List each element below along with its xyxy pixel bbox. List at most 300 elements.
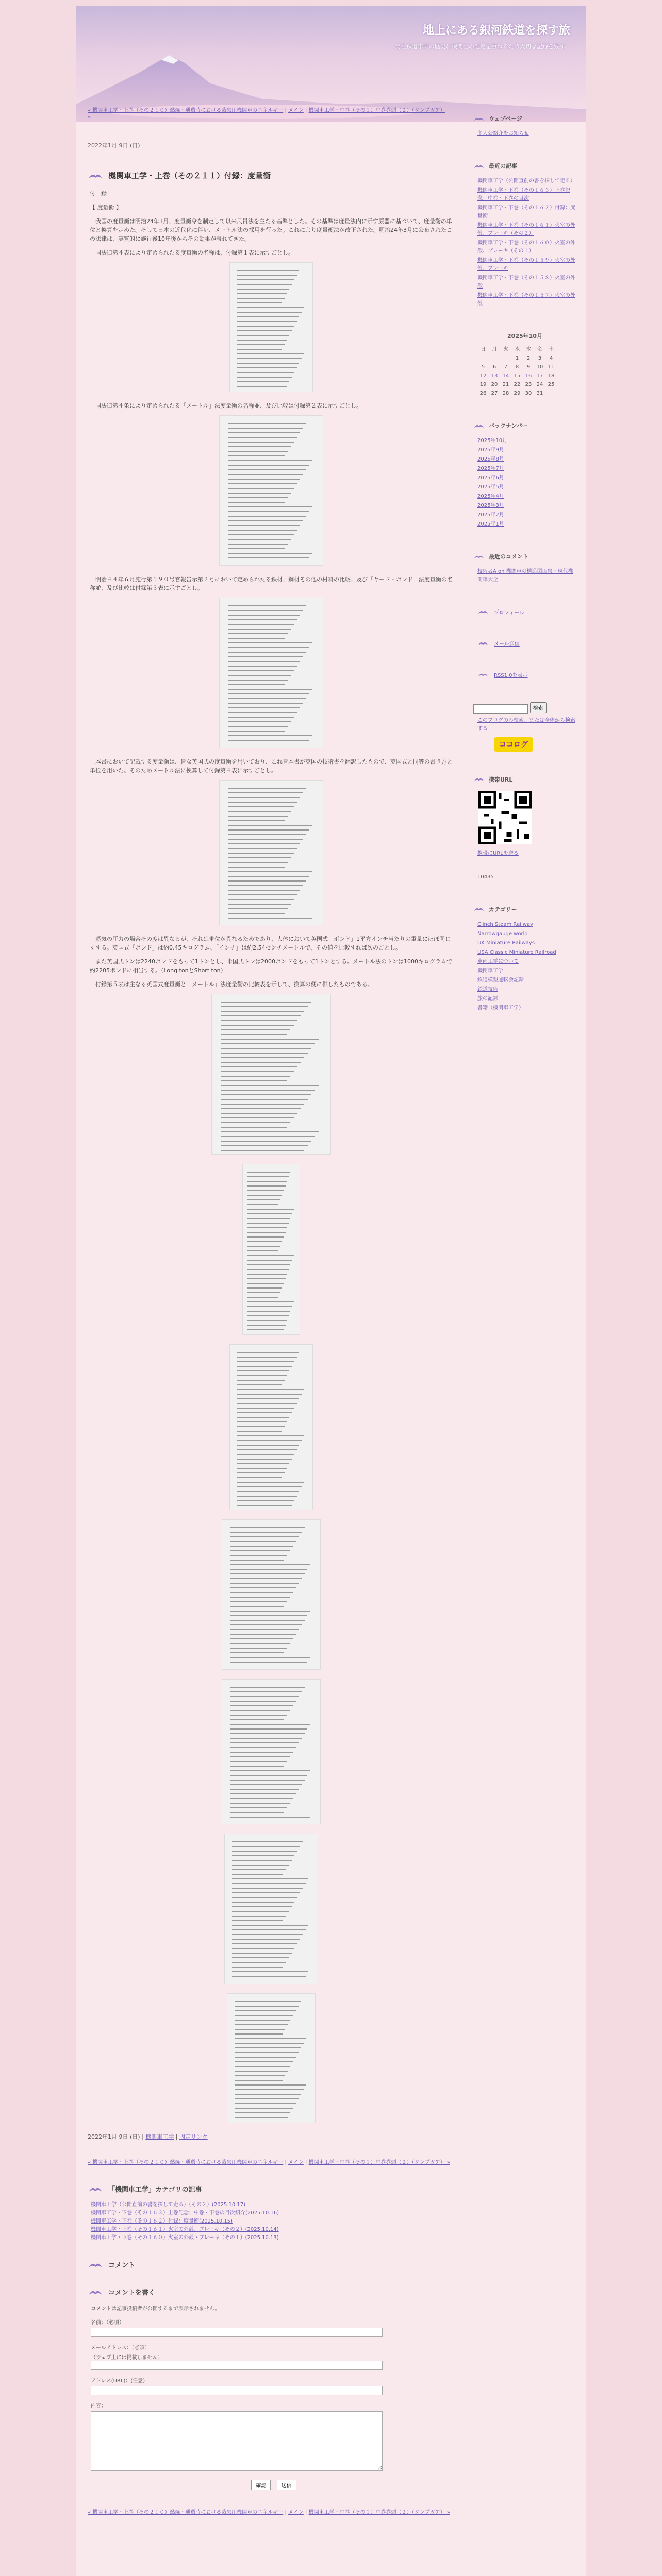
- scan-line: [228, 647, 309, 648]
- webpage-widget: [473, 114, 576, 138]
- scan-line: [221, 1043, 315, 1044]
- scan-line: [228, 511, 309, 512]
- scan-line: [230, 1592, 293, 1593]
- calendar-day-link[interactable]: 14: [502, 373, 509, 379]
- scan-line: [235, 2089, 304, 2090]
- permalink[interactable]: 固定リンク: [179, 2133, 208, 2140]
- scan-line: [232, 1874, 283, 1875]
- scan-line: [230, 1766, 284, 1767]
- scan-line: [221, 1131, 319, 1132]
- calendar-day-link[interactable]: 16: [525, 373, 532, 379]
- widget-header: [473, 552, 576, 561]
- scan-line: [232, 1902, 294, 1903]
- archive-item[interactable]: 2025年6月: [477, 475, 504, 481]
- calendar-title: 2025年10月: [507, 333, 542, 340]
- scan-line: [221, 1057, 304, 1058]
- scan-line: [232, 1916, 286, 1917]
- preview-button[interactable]: 確認: [251, 2480, 271, 2490]
- profile-link-row: [473, 608, 576, 616]
- scan-line: [232, 1860, 291, 1861]
- scan-line: [221, 1080, 287, 1081]
- scan-line: [230, 1564, 310, 1565]
- prev-entry-link[interactable]: « 機関車工学・上巻（その２１０）燃焼・通過時における蒸気圧機関車のエネルギー: [88, 108, 284, 113]
- scan-line: [235, 2001, 301, 2002]
- qr-code: [478, 791, 532, 844]
- calendar-day: 10: [536, 364, 543, 370]
- scan-line: [228, 918, 312, 919]
- scan-line: [228, 520, 303, 521]
- scan-line: [237, 1352, 300, 1353]
- scan-line: [237, 1505, 292, 1506]
- bird-icon: [473, 115, 485, 122]
- scan-line: [230, 1643, 290, 1644]
- category-item[interactable]: 鉄道技術: [477, 986, 498, 992]
- scan-line: [230, 1587, 295, 1588]
- calendar-day-link[interactable]: 12: [479, 373, 487, 379]
- home-link[interactable]: メイン: [288, 2160, 304, 2165]
- scan-line: [230, 1546, 293, 1547]
- form-buttons: [91, 2480, 457, 2490]
- scan-line: [230, 1638, 293, 1639]
- body-paragraph: 同法律第４条により定められたる「メートル」法度量衡の名称並、及び比較は付録第２表に示すごとし。: [90, 402, 362, 409]
- recent-item[interactable]: 機関車工学・下巻（その１５８）火室の外殻: [477, 275, 575, 289]
- weekday: 火: [503, 347, 508, 352]
- search-input[interactable]: [473, 704, 528, 714]
- category-item[interactable]: UK Miniature Railways: [477, 940, 535, 946]
- scan-line: [228, 652, 306, 653]
- scan-line: [228, 525, 300, 526]
- scan-line: [230, 1611, 310, 1612]
- scan-line: [237, 307, 304, 308]
- recent-item[interactable]: 機関車工学・下巻（その１６３）上巻記念：中巻・下巻の目次: [477, 188, 570, 201]
- scan-line: [235, 2029, 286, 2030]
- scan-line: [230, 1634, 295, 1635]
- scan-line: [228, 544, 288, 545]
- scan-line: [237, 349, 282, 350]
- scan-line: [247, 1185, 286, 1187]
- body-paragraph: 我国の度量衡は明治24年3月、度量衡令を制定して以来尺貫法を主たる基準とした。その基準は度量法内に示す原器に基づいて、度量衡の単位と換算を定めた。そして日本の近代化に伴い、メートル法の採用を行った。これにより度量衡法が改正された。明治24年3月に公布されたこの法律は、実質的に施行後10年後からその効果が表れてきた。: [90, 218, 452, 242]
- widget-title: 携帯URL: [489, 776, 513, 783]
- scan-line: [221, 1117, 293, 1118]
- scan-line: [237, 1380, 285, 1381]
- scan-line: [232, 1851, 297, 1852]
- scan-line: [230, 1761, 287, 1762]
- scan-line: [228, 642, 312, 643]
- table-scan-image[interactable]: [219, 780, 323, 925]
- table-scan-image[interactable]: [229, 1344, 313, 1510]
- calendar-day: 30: [525, 391, 532, 396]
- scan-line: [237, 1412, 292, 1413]
- scan-line: [237, 1486, 302, 1487]
- scan-line: [237, 326, 294, 327]
- scan-line: [232, 1929, 305, 1930]
- scan-line: [237, 1417, 289, 1418]
- scan-line: [228, 479, 300, 480]
- archive-item[interactable]: 2025年8月: [477, 456, 504, 462]
- bird-icon: [473, 163, 485, 170]
- scan-line: [237, 1394, 302, 1395]
- archive-item[interactable]: 2025年3月: [477, 503, 504, 509]
- scan-line: [237, 344, 285, 345]
- scan-line: [228, 638, 285, 639]
- scan-line: [237, 1435, 304, 1436]
- recent-item[interactable]: 機関車工学・下巻（その１５９）火室の外殻、ブレーキ: [477, 258, 575, 272]
- scan-line: [235, 2080, 283, 2081]
- scan-line: [247, 1199, 280, 1200]
- entry-title[interactable]: 機関車工学・上巻（その２１１）付録：度量衡: [108, 171, 271, 180]
- scan-line: [221, 1039, 319, 1040]
- scan-line: [247, 1306, 292, 1307]
- scan-line: [232, 1911, 289, 1912]
- next-entry-link[interactable]: 機関車工学・中巻（その１）中巻巻頭（２）（ダンプガア） »: [308, 2510, 450, 2515]
- scan-line: [228, 629, 291, 630]
- scan-line: [247, 1269, 289, 1270]
- related-item[interactable]: 機関車工学・下巻（その１６１）火室の外殻、ブレーキ（その２）(2025.10.14): [91, 2227, 279, 2232]
- scan-line: [230, 1701, 295, 1702]
- table-scan-image[interactable]: [229, 262, 313, 392]
- related-item[interactable]: 機関車工学・下巻（その１６２）付録：度量衡(2025.10.15): [91, 2218, 233, 2224]
- scan-line: [230, 1803, 290, 1804]
- category-item[interactable]: Clinch Steam Railway: [477, 921, 533, 927]
- prev-entry-link[interactable]: « 機関車工学・上巻（その２１０）燃焼・通過時における蒸気圧機関車のエネルギー: [88, 2160, 284, 2165]
- scan-line: [230, 1798, 293, 1799]
- scan-line: [228, 811, 291, 812]
- scan-line: [237, 1384, 282, 1385]
- access-counter: 10435: [477, 874, 494, 880]
- scan-line: [230, 1615, 307, 1616]
- weekday: 月: [492, 347, 497, 352]
- scan-line: [237, 1459, 292, 1460]
- search-button[interactable]: 検索: [530, 702, 547, 713]
- scan-line: [235, 2052, 299, 2053]
- scan-line: [228, 880, 306, 882]
- scan-line: [247, 1241, 282, 1242]
- recent-comment-item[interactable]: 技術者A on 機関車の構造図面集・現代機関車大全: [477, 569, 573, 583]
- scan-line: [228, 455, 285, 456]
- table-scan-image[interactable]: [227, 1993, 316, 2123]
- archive-item[interactable]: 2025年10月: [477, 438, 508, 444]
- archive-item[interactable]: 2025年4月: [477, 494, 504, 499]
- scan-line: [247, 1320, 287, 1321]
- table-scan-image[interactable]: [219, 415, 323, 566]
- related-item[interactable]: 機関車工学（公開直前の書を探して走る）（その２）(2025.10.17): [91, 2202, 246, 2208]
- prev-entry-link[interactable]: « 機関車工学・上巻（その２１０）燃焼・通過時における蒸気圧機関車のエネルギー: [88, 2510, 284, 2515]
- home-link[interactable]: メイン: [288, 108, 304, 113]
- scan-line: [228, 797, 300, 798]
- email-label: メールアドレス：（必須）: [91, 2345, 150, 2351]
- category-item[interactable]: 車両工学について: [477, 958, 519, 964]
- widget-header: [473, 905, 576, 913]
- scan-line: [230, 1550, 290, 1551]
- scan-line: [237, 321, 297, 322]
- table-scan-image[interactable]: [211, 994, 331, 1155]
- calendar-day: 5: [481, 364, 485, 370]
- scan-line: [228, 834, 306, 835]
- scan-line: [237, 1398, 300, 1399]
- comment-textarea[interactable]: [91, 2411, 383, 2471]
- scan-line: [230, 1705, 293, 1706]
- category-item[interactable]: 書籍（機関車工学）: [477, 1005, 524, 1011]
- sidebar: [473, 114, 576, 1036]
- related-heading: 「機関車工学」カテゴリの記事: [108, 2186, 202, 2194]
- scan-line: [230, 1657, 310, 1658]
- table-scan-image[interactable]: [224, 1834, 318, 1984]
- scan-line: [230, 1652, 284, 1653]
- scan-line: [221, 1104, 304, 1105]
- calendar-day-link[interactable]: 15: [514, 373, 521, 379]
- scan-line: [235, 2020, 291, 2021]
- scan-line: [247, 1278, 286, 1279]
- bird-icon: [88, 2184, 103, 2194]
- scan-line: [237, 279, 294, 280]
- scan-line: [228, 493, 291, 494]
- scan-line: [237, 1496, 297, 1497]
- recent-item[interactable]: 機関車工学・下巻（その１６２）付録：度量衡: [477, 205, 575, 219]
- rss-link[interactable]: RSS1.0を表示: [494, 673, 528, 679]
- scan-line: [228, 843, 300, 844]
- archive-item[interactable]: 2025年1月: [477, 521, 504, 527]
- calendar-day: 29: [514, 391, 521, 396]
- scan-line: [228, 474, 303, 475]
- footer-category-link[interactable]: 機関車工学: [145, 2133, 174, 2140]
- scan-line: [228, 802, 297, 803]
- category-item[interactable]: Narrowgauge world: [477, 930, 528, 937]
- scan-line: [235, 2075, 286, 2076]
- scan-line: [228, 703, 303, 704]
- archive-item[interactable]: 2025年2月: [477, 512, 504, 518]
- scan-line: [237, 340, 287, 341]
- bird-icon: [88, 2260, 103, 2269]
- scan-line: [230, 1624, 302, 1625]
- widget-header: [473, 114, 576, 123]
- submit-button[interactable]: 送信: [277, 2480, 296, 2490]
- email-field[interactable]: [91, 2361, 383, 2370]
- scan-line: [237, 1454, 294, 1455]
- cocolog-logo[interactable]: ココログ: [494, 737, 533, 752]
- scan-line: [237, 1370, 289, 1371]
- scan-line: [228, 825, 312, 826]
- site-header: [76, 6, 586, 122]
- scan-line: [235, 2024, 288, 2025]
- scan-line: [230, 1560, 284, 1561]
- comment-form-heading-row: [88, 2287, 457, 2297]
- scan-line: [237, 316, 300, 317]
- mobile-widget: [473, 775, 576, 882]
- body-paragraph: 明治４４年６月施行第１９０号官報告示第２号において定められたる鉄材、鋼材その他の材料の比較、及び「ヤード・ポンド」法度量衡の名称並、及び比較は付録第３表に示すごとし。: [90, 576, 453, 591]
- scan-line: [228, 712, 297, 713]
- scan-line: [237, 1361, 294, 1362]
- scan-line: [235, 2071, 288, 2072]
- scan-line: [230, 1691, 302, 1692]
- scan-line: [247, 1246, 280, 1247]
- calendar-day: 25: [548, 382, 555, 387]
- scan-line: [237, 372, 294, 373]
- scan-line: [232, 1865, 289, 1866]
- url-field[interactable]: [91, 2386, 383, 2395]
- scan-line: [237, 1445, 300, 1446]
- calendar-table: [477, 343, 557, 398]
- scan-line: [237, 363, 300, 364]
- scan-line: [247, 1195, 282, 1196]
- scan-line: [237, 1389, 304, 1390]
- scan-line: [247, 1181, 287, 1182]
- breadcrumb: « 機関車工学・上巻（その２１０）燃焼・通過時における蒸気圧機関車のエネルギー | メイン | 機関車工学・中巻（その１）中巻巻頭（２）（ダンプガア） »: [88, 108, 445, 121]
- recent-item[interactable]: 機関車工学・下巻（その１６１）火室の外殻、ブレーキ（その２）: [477, 223, 575, 236]
- bird-icon: [477, 671, 489, 678]
- table-scan-image[interactable]: [219, 598, 323, 748]
- calendar-day-link[interactable]: 13: [491, 373, 498, 379]
- table-scan-image[interactable]: [242, 1164, 300, 1335]
- scan-line: [237, 1500, 294, 1501]
- calendar-day: 6: [492, 364, 496, 370]
- scan-line: [228, 680, 288, 681]
- scan-line: [232, 1906, 291, 1907]
- scan-line: [230, 1527, 304, 1528]
- scan-line: [237, 1463, 289, 1464]
- table-scan-image[interactable]: [222, 1519, 321, 1670]
- scan-line: [228, 619, 297, 620]
- scan-line: [232, 1841, 303, 1842]
- footer-date: 2022年1月 9日 (日): [88, 2133, 140, 2140]
- scan-line: [228, 731, 285, 732]
- scan-line: [228, 534, 294, 535]
- bird-icon: [88, 2287, 103, 2297]
- scan-line: [237, 1426, 285, 1427]
- scan-line: [228, 428, 303, 429]
- next-entry-link[interactable]: 機関車工学・中巻（その１）中巻巻頭（２）（ダンプガア） »: [308, 2160, 450, 2165]
- calendar-day: 28: [502, 391, 509, 396]
- scan-line: [228, 451, 288, 452]
- scan-line: [237, 270, 300, 271]
- recent-item[interactable]: 機関車工学・下巻（その１６０）火室の外殻、ブレーキ（その１）: [477, 240, 575, 254]
- scan-line: [237, 1375, 287, 1376]
- entry-date: 2022年1月 9日 (日): [88, 142, 140, 149]
- site-description: 実在鉄道車両の歴史に機関士の記憶を重ねるため大切な記録を残す。: [394, 43, 570, 50]
- scan-line: [228, 539, 291, 540]
- scan-line: [247, 1260, 292, 1261]
- scan-line: [221, 1150, 304, 1151]
- calendar-day: 19: [479, 382, 487, 387]
- scan-line: [247, 1292, 280, 1293]
- scan-line: [237, 312, 302, 313]
- archive-item[interactable]: 2025年7月: [477, 466, 504, 471]
- category-item[interactable]: 機関車工学: [477, 968, 503, 974]
- scan-line: [247, 1301, 294, 1302]
- scan-line: [221, 1062, 301, 1063]
- scan-line: [230, 1789, 299, 1790]
- calendar-day-link[interactable]: 17: [536, 373, 543, 379]
- scan-line: [247, 1232, 286, 1233]
- category-item[interactable]: 鉄道模型運転会記録: [477, 977, 524, 983]
- scan-line: [235, 2066, 291, 2067]
- scan-line: [228, 506, 312, 507]
- bird-icon: [473, 422, 485, 429]
- scan-line: [228, 557, 309, 558]
- scan-line: [221, 1090, 315, 1091]
- weekday: 日: [481, 347, 486, 352]
- scan-line: [247, 1223, 289, 1224]
- comment-form: [86, 2304, 457, 2490]
- table-scan-image[interactable]: [222, 1679, 321, 1824]
- category-item[interactable]: USA Classic Miniature Railroad: [477, 949, 556, 955]
- scan-line: [237, 330, 292, 331]
- scan-line: [237, 1477, 282, 1478]
- scan-line: [221, 1025, 293, 1026]
- home-link[interactable]: メイン: [288, 2510, 304, 2515]
- scan-line: [230, 1601, 287, 1602]
- related-item[interactable]: 機関車工学・下巻（その１６０）火室の外殻・ブレーキ（その１）(2025.10.13): [91, 2235, 279, 2241]
- recent-item[interactable]: 機関車工学（公開直前の書を探して走る）: [477, 178, 575, 184]
- scan-line: [228, 862, 288, 863]
- scan-line: [228, 633, 288, 634]
- page-frame: [76, 6, 586, 2576]
- scan-line: [247, 1190, 284, 1191]
- recent-item[interactable]: 機関車工学・下巻（その１５７）火室の外殻: [477, 293, 575, 307]
- scan-line: [228, 460, 312, 461]
- scan-line: [228, 876, 309, 877]
- scan-line: [228, 661, 300, 662]
- category-item[interactable]: 旅の記録: [477, 995, 498, 1002]
- comment-widget: [473, 552, 576, 584]
- scan-line: [230, 1648, 287, 1649]
- archive-item[interactable]: 2025年5月: [477, 484, 504, 490]
- name-field[interactable]: [91, 2328, 383, 2337]
- body-paragraph: 蒸気の圧力の場合その度は異なるが、それは単位が異なるためであり、大体において英国式「ポンド」1平方インチ当たりの重量にほぼ同じくする。英国式「ポンド」は約0.45キログラム、「インチ」は約2.54センチメートルで、その値を比較すれば次のごとし。: [90, 936, 451, 951]
- mobile-link[interactable]: 携帯にURLを送る: [477, 850, 519, 856]
- category-widget: [473, 905, 576, 1012]
- site-title[interactable]: 地上にある銀河鉄道を探す旅: [422, 24, 570, 37]
- body-paragraph: 付録第５表は主なる英国式度量衡と「メートル」法度量衡の比較表を示して、換算の便に供したものである。: [90, 981, 373, 988]
- webpage-link[interactable]: 主人公紹介をお知らせ: [477, 131, 529, 137]
- weekday: 金: [537, 347, 542, 352]
- body-paragraph: 【 度量衡 】: [90, 204, 122, 211]
- mail-link[interactable]: メール送信: [494, 641, 520, 647]
- scan-line: [228, 853, 294, 854]
- scan-line: [232, 1971, 308, 1972]
- scan-line: [237, 275, 297, 276]
- scan-line: [228, 707, 300, 708]
- search-note[interactable]: このブログのみ検索、または全体から検索する: [477, 717, 575, 732]
- scan-line: [247, 1297, 279, 1298]
- scan-line: [230, 1555, 287, 1556]
- scan-line: [232, 1888, 303, 1889]
- related-item[interactable]: 機関車工学・下巻（その１６３）上巻記念：中巻・下巻の目次紹介(2025.10.16): [91, 2210, 279, 2216]
- scan-line: [230, 1738, 302, 1739]
- scan-line: [237, 1403, 297, 1404]
- scan-line: [221, 1029, 290, 1030]
- bird-icon: [473, 906, 485, 912]
- scan-line: [232, 1962, 286, 1963]
- next-entry-link[interactable]: 機関車工学・中巻（その１）中巻巻頭（２）（ダンプガア） »: [88, 108, 445, 121]
- scan-line: [247, 1218, 291, 1219]
- rss-link-row: [473, 671, 576, 679]
- calendar-widget: [473, 332, 576, 398]
- scan-line: [247, 1176, 289, 1177]
- scan-line: [228, 656, 303, 657]
- scan-line: [228, 684, 285, 685]
- scan-line: [237, 335, 289, 336]
- profile-link[interactable]: プロフィール: [494, 610, 524, 616]
- mail-link-row: [473, 639, 576, 647]
- scan-line: [230, 1583, 299, 1584]
- scan-line: [247, 1329, 284, 1330]
- widget-title: ウェブページ: [489, 115, 522, 122]
- scan-line: [235, 2103, 296, 2104]
- scan-line: [228, 904, 291, 905]
- calendar-day: 2: [526, 355, 531, 361]
- scan-line: [221, 1002, 311, 1003]
- archive-item[interactable]: 2025年9月: [477, 447, 504, 453]
